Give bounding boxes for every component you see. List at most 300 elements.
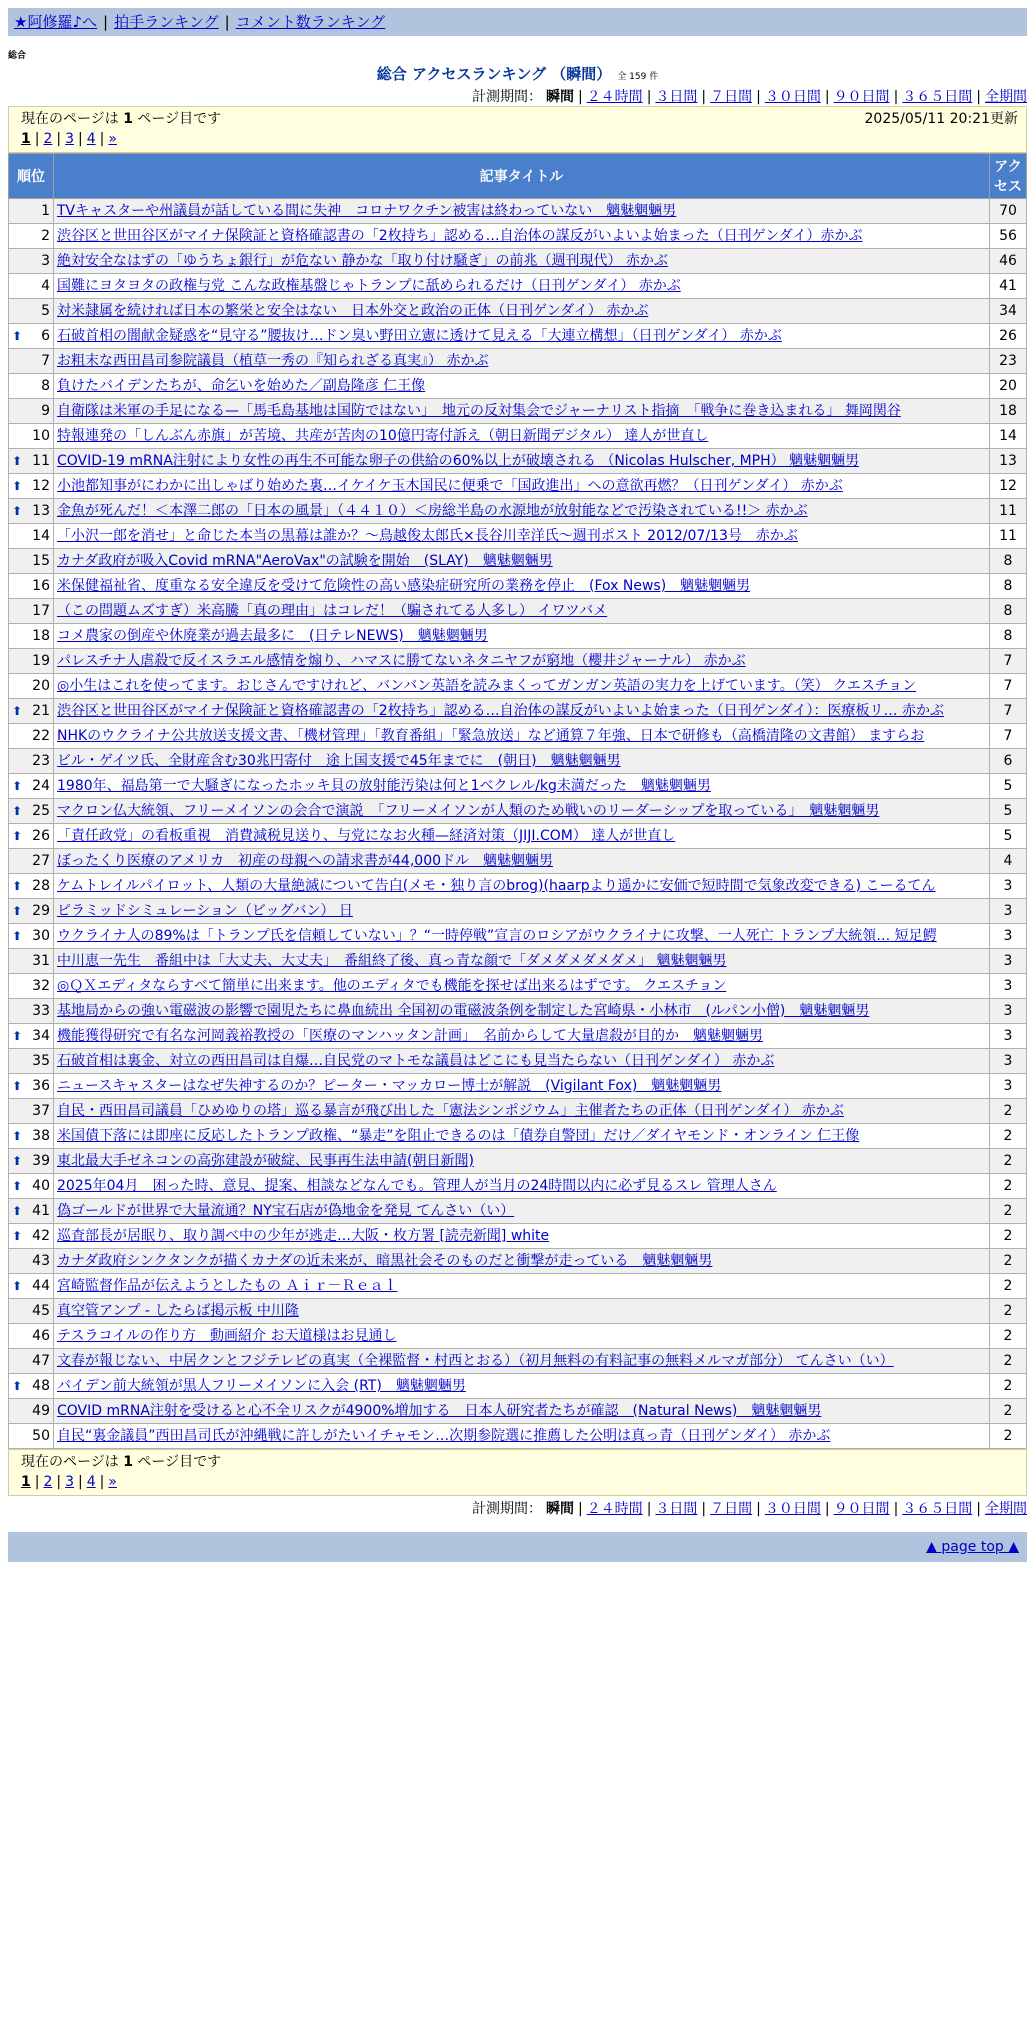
rank-number: 4 [41,278,50,294]
article-title-link[interactable]: 文春が報じない、中居クンとフジテレビの真実（全裸監督・村西とおる）（初月無料の有料記事の無料メルマガ部分） てんさい（い） [57,1353,894,1369]
rank-cell [9,724,54,749]
title-cell [54,1224,990,1249]
page-title: 総合 アクセスランキング （瞬間） [376,65,612,83]
rank-number: 36 [32,1078,50,1094]
period-separator: | [976,1501,981,1517]
rank-cell [9,424,54,449]
rank-cell [9,849,54,874]
rank-up-arrow-icon: ⬆ [12,929,23,943]
access-count: 20 [990,374,1027,399]
period-link[interactable]: ７日間 [710,89,753,105]
access-count: 2 [990,1199,1027,1224]
article-title-link[interactable]: ◎ＱＸエディタならすべて簡単に出来ます。他のエディタでも機能を探せば出来るはずです。 クエスチョン [57,978,727,994]
period-link[interactable]: ３０日間 [764,89,821,105]
table-row [9,499,1027,524]
table-row [9,449,1027,474]
rank-cell [9,549,54,574]
article-title-link[interactable]: 真空管アンプ - したらば掲示板 中川隆 [57,1303,299,1319]
applause-ranking-link[interactable]: 拍手ランキング [114,13,219,31]
table-row [9,1299,1027,1324]
access-count: 3 [990,999,1027,1024]
article-title-link[interactable]: 金魚が死んだ！＜本澤二郎の「日本の風景」（４４１０）＜房総半島の水源地が放射能などで汚染されている!!＞ 赤かぶ [57,503,808,519]
title-cell [54,1249,990,1274]
period-link[interactable]: ９０日間 [833,89,890,105]
table-row [9,1099,1027,1124]
table-row [9,1249,1027,1274]
rank-number: 13 [32,503,50,519]
asyura-home-link[interactable]: ★阿修羅♪へ [14,13,98,31]
title-cell [54,299,990,324]
rank-number: 34 [32,1028,50,1044]
access-count: 12 [990,474,1027,499]
article-title-link[interactable]: カナダ政府が吸入Covid mRNA"AeroVax"の試験を開始 (SLAY) 魑魅魍魎男 [57,553,553,569]
rank-number: 24 [32,778,50,794]
article-title-link[interactable]: 負けたバイデンたちが、命乞いを始めた／副島隆彦 仁王像 [57,378,426,394]
period-link[interactable]: ３６５日間 [902,1501,973,1517]
table-row [9,199,1027,224]
access-count: 3 [990,924,1027,949]
article-title-link[interactable]: ニュースキャスターはなぜ失神するのか？ピーター・マッカロー博士が解説 (Vigilant Fox) 魑魅魍魎男 [57,1078,722,1094]
access-count: 3 [990,949,1027,974]
article-title-link[interactable]: NHKのウクライナ公共放送支援文書、「機材管理」「教育番組」「緊急放送」など通算７年強、日本で研修も（高橋清隆の文書館） ますらお [57,728,925,744]
rank-up-arrow-icon: ⬆ [12,1079,23,1093]
rank-cell [9,974,54,999]
table-row [9,1149,1027,1174]
table-row [9,399,1027,424]
rank-cell [9,199,54,224]
title-cell [54,1324,990,1349]
table-row [9,1124,1027,1149]
rank-cell [9,1424,54,1449]
article-title-link[interactable]: 石破首相の闇献金疑惑を“見守る”腰抜け…ドン臭い野田立憲に透けて見える「大連立構想」（日刊ゲンダイ） 赤かぶ [57,328,782,344]
table-row [9,949,1027,974]
period-selector-top [8,88,1027,106]
title-cell [54,1049,990,1074]
article-title-link[interactable]: お粗末な西田昌司参院議員（植草一秀の『知られざる真実』） 赤かぶ [57,353,489,369]
page-top-link[interactable]: ▲ page top ▲ [926,1539,1019,1555]
rank-up-arrow-icon: ⬆ [12,829,23,843]
period-separator: | [701,1501,707,1517]
article-title-link[interactable]: 自民・西田昌司議員「ひめゆりの塔」巡る暴言が飛び出した「憲法シンポジウム」主催者たちの正体（日刊ゲンダイ） 赤かぶ [57,1103,844,1119]
total-count: 全 159 件 [617,72,659,82]
title-cell [54,749,990,774]
rank-number: 8 [41,378,50,394]
page-link[interactable]: 4 [86,1474,96,1490]
table-row [9,1224,1027,1249]
article-title-link[interactable]: ぼったくり医療のアメリカ 初産の母親への請求書が44,000ドル 魑魅魍魎男 [57,853,554,869]
rank-number: 23 [32,753,50,769]
page-number: 1 [123,111,133,127]
page-separator: | [78,1474,83,1490]
rank-up-arrow-icon: ⬆ [12,1154,23,1168]
page-link[interactable]: » [108,131,117,147]
table-row [9,474,1027,499]
access-count: 34 [990,299,1027,324]
article-title-link[interactable]: 中川恵一先生 番組中は「大丈夫、大丈夫」 番組終了後、真っ青な顔で「ダメダメダメダメ」 魑魅魍魎男 [57,953,727,969]
rank-number: 2 [41,228,50,244]
access-count: 2 [990,1249,1027,1274]
article-title-link[interactable]: 宮崎監督作品が伝えようとしたもの Ａｉｒ－Ｒｅａｌ [57,1278,398,1294]
table-row [9,874,1027,899]
table-row [9,1324,1027,1349]
rank-number: 40 [32,1178,50,1194]
rank-up-arrow-icon: ⬆ [12,504,23,518]
access-count: 2 [990,1224,1027,1249]
rank-cell [9,1349,54,1374]
table-row [9,999,1027,1024]
page-link[interactable]: » [108,1474,117,1490]
access-header: アクセス [990,154,1027,199]
table-row [9,849,1027,874]
access-count: 8 [990,549,1027,574]
title-cell [54,599,990,624]
rank-cell [9,1324,54,1349]
rank-cell [9,874,54,899]
period-separator: | [577,89,583,105]
title-cell [54,874,990,899]
pagination [21,129,1018,149]
title-cell [54,424,990,449]
title-cell [54,324,990,349]
period-link[interactable]: ２４時間 [586,1501,643,1517]
article-title-link[interactable]: COVID mRNA注射を受けると心不全リスクが4900%増加する 日本人研究者たちが確認 (Natural News) 魑魅魍魎男 [57,1403,822,1419]
title-header: 記事タイトル [54,154,990,199]
article-title-link[interactable]: 巡査部長が居眠り、取り調べ中の少年が逃走…大阪・枚方署 [読売新聞] white [57,1228,550,1244]
ranking-title-line [8,63,1027,84]
rank-up-arrow-icon: ⬆ [12,1129,23,1143]
page-current: 1 [21,1474,31,1490]
article-title-link[interactable]: ◎小生はこれを使ってます。おじさんですけれど、バンバン英語を読みまくってガンガン英語の実力を上げています。（笑） クエスチョン [57,678,917,694]
period-selector-bottom [8,1500,1027,1518]
period-separator: | [756,89,761,105]
rank-number: 25 [32,803,50,819]
table-row [9,674,1027,699]
nav-separator: | [103,13,109,31]
table-row [9,599,1027,624]
access-count: 3 [990,1049,1027,1074]
period-link[interactable]: ３日間 [655,1501,698,1517]
table-row [9,1174,1027,1199]
title-cell [54,1124,990,1149]
access-count: 18 [990,399,1027,424]
page-info-box-top [8,106,1027,153]
access-count: 7 [990,674,1027,699]
article-title-link[interactable]: 米国債下落には即座に反応したトランプ政権、“暴走”を阻止できるのは「債券自警団」だけ／ダイヤモンド・オンライン 仁王像 [57,1128,860,1144]
access-count: 2 [990,1324,1027,1349]
article-title-link[interactable]: テスラコイルの作り方 動画紹介 お天道様はお見通し [57,1328,397,1344]
access-count: 46 [990,249,1027,274]
access-count: 5 [990,824,1027,849]
article-title-link[interactable]: 偽ゴールドが世界で大量流通？NY宝石店が偽地金を発見 てんさい（い） [57,1203,515,1219]
article-title-link[interactable]: ビル・ゲイツ氏、全財産含む30兆円寄付 途上国支援で45年までに (朝日) 魑魅魍魎男 [57,753,621,769]
rank-cell [9,924,54,949]
title-cell [54,974,990,999]
rank-number: 41 [32,1203,50,1219]
access-count: 8 [990,574,1027,599]
title-cell [54,1299,990,1324]
rank-cell [9,999,54,1024]
article-title-link[interactable]: 米保健福祉省、度重なる安全違反を受けて危険性の高い感染症研究所の業務を停止 (Fox News) 魑魅魍魎男 [57,578,751,594]
rank-cell [9,349,54,374]
article-title-link[interactable]: 特報連発の「しんぶん赤旗」が苦境、共産が苦肉の10億円寄付訴え（朝日新聞デジタル） 達人が世直し [57,428,709,444]
access-count: 2 [990,1374,1027,1399]
rank-cell [9,774,54,799]
rank-up-arrow-icon: ⬆ [12,1379,23,1393]
title-cell [54,924,990,949]
page-separator: | [99,131,105,147]
article-title-link[interactable]: ピラミッドシミュレーション（ビッグバン） 日 [57,903,353,919]
period-separator: | [893,89,899,105]
rank-cell [9,1249,54,1274]
article-title-link[interactable]: 自衛隊は米軍の手足になる—「馬毛島基地は国防ではない」 地元の反対集会でジャーナリスト指摘 「戦争に巻き込まれる」 舞岡関谷 [57,403,901,419]
access-count: 8 [990,599,1027,624]
article-title-link[interactable]: 絶対安全なはずの「ゆうちょ銀行」が危ない 静かな「取り付け騒ぎ」の前兆（週刊現代） 赤かぶ [57,253,668,269]
bottom-bar [8,1532,1027,1562]
page-link[interactable]: 2 [43,1474,53,1490]
table-row [9,1374,1027,1399]
rank-number: 43 [32,1253,50,1269]
rank-number: 33 [32,1003,50,1019]
article-title-link[interactable]: マクロン仏大統領、フリーメイソンの会合で演説 「フリーメイソンが人類のため戦いのリーダーシップを取っている」 魑魅魍魎男 [57,803,880,819]
ranking-table [8,153,1027,1449]
table-row [9,424,1027,449]
access-count: 11 [990,524,1027,549]
period-separator: | [976,89,981,105]
title-cell [54,499,990,524]
article-title-link[interactable]: 1980年、福島第一で大騒ぎになったホッキ貝の放射能汚染は何と1ベクレル/kg未満だった 魑魅魍魎男 [57,778,711,794]
nav-separator: | [224,13,230,31]
title-cell [54,549,990,574]
article-title-link[interactable]: コメ農家の倒産や休廃業が過去最多に (日テレNEWS) 魑魅魍魎男 [57,628,488,644]
title-cell [54,1174,990,1199]
period-separator: | [756,1501,761,1517]
rank-cell [9,699,54,724]
rank-number: 16 [32,578,50,594]
article-title-link[interactable]: 基地局からの強い電磁波の影響で園児たちに鼻血続出 全国初の電磁波条例を制定した宮崎県・小林市 (ルパン小僧) 魑魅魍魎男 [57,1003,870,1019]
rank-number: 31 [32,953,50,969]
title-cell [54,1399,990,1424]
access-count: 41 [990,274,1027,299]
period-link[interactable]: ３０日間 [764,1501,821,1517]
rank-up-arrow-icon: ⬆ [12,779,23,793]
article-title-link[interactable]: 小池都知事がにわかに出しゃばり始めた裏…イケイケ玉木国民に便乗で「国政進出」への意欲再燃？（日刊ゲンダイ） 赤かぶ [57,478,843,494]
period-separator: | [893,1501,899,1517]
page-link[interactable]: 3 [65,131,75,147]
comment-ranking-link[interactable]: コメント数ランキング [235,13,386,31]
title-cell [54,1074,990,1099]
period-link[interactable]: ３６５日間 [902,89,973,105]
page-separator: | [34,1474,40,1490]
access-count: 2 [990,1124,1027,1149]
period-link[interactable]: 全期間 [985,89,1027,105]
rank-number: 48 [32,1378,50,1394]
title-cell [54,899,990,924]
access-count: 6 [990,749,1027,774]
title-cell [54,474,990,499]
rank-number: 19 [32,653,50,669]
article-title-link[interactable]: 「小沢一郎を消せ」と命じた本当の黒幕は誰か？～鳥越俊太郎氏×長谷川幸洋氏～週刊ポスト 2012/07/13号 赤かぶ [57,528,798,544]
access-count: 7 [990,649,1027,674]
article-title-link[interactable]: 渋谷区と世田谷区がマイナ保険証と資格確認書の「2枚持ち」認める…自治体の謀反がいよいよ始まった（日刊ゲンダイ）：医療板リ… 赤かぶ [57,703,944,719]
page-info-row [21,109,1018,129]
period-link[interactable]: ３日間 [655,89,698,105]
rank-cell [9,1074,54,1099]
rank-number: 42 [32,1228,50,1244]
rank-cell [9,224,54,249]
title-cell [54,274,990,299]
period-current: 瞬間 [545,89,574,105]
article-title-link[interactable]: ウクライナ人の89%は「トランプ氏を信頼していない」？“一時停戦”宣言のロシアがウクライナに攻撃、一人死亡 トランプ大統領… 短足鰐 [57,928,937,944]
rank-number: 12 [32,478,50,494]
title-cell [54,674,990,699]
rank-up-arrow-icon: ⬆ [12,879,23,893]
article-title-link[interactable]: TVキャスターや州議員が話している間に失神 コロナワクチン被害は終わっていない 魑魅魍魎男 [57,203,677,219]
title-cell [54,774,990,799]
rank-number: 46 [32,1328,50,1344]
title-cell [54,1199,990,1224]
page-link[interactable]: 4 [86,131,96,147]
article-title-link[interactable]: 対米隷属を続ければ日本の繁栄と安全はない 日本外交と政治の正体（日刊ゲンダイ） 赤かぶ [57,303,649,319]
rank-number: 6 [41,328,50,344]
period-link[interactable]: 全期間 [985,1501,1027,1517]
article-title-link[interactable]: パレスチナ人虐殺で反イスラエル感情を煽り、ハマスに勝てないネタニヤフが窮地（櫻井ジャーナル） 赤かぶ [57,653,746,669]
access-count: 5 [990,774,1027,799]
table-row [9,524,1027,549]
period-label: 計測期間： [471,89,542,105]
ranking-body [9,199,1027,1449]
rank-number: 47 [32,1353,50,1369]
rank-cell [9,1174,54,1199]
table-row [9,349,1027,374]
page-link[interactable]: 2 [43,131,53,147]
rank-number: 28 [32,878,50,894]
access-count: 4 [990,849,1027,874]
title-cell [54,799,990,824]
article-title-link[interactable]: ケムトレイルパイロット、人類の大量絶滅について告白(メモ・独り言のbrog)(haarpより遥かに安価で短時間で気象改変できる) こーるてん [57,878,936,894]
access-count: 2 [990,1299,1027,1324]
rank-number: 26 [32,828,50,844]
title-cell [54,1274,990,1299]
table-row [9,274,1027,299]
access-count: 2 [990,1399,1027,1424]
rank-cell [9,249,54,274]
table-row [9,1049,1027,1074]
article-title-link[interactable]: カナダ政府シンクタンクが描くカナダの近未来が、暗黒社会そのものだと衝撃が走っている 魑魅魍魎男 [57,1253,713,1269]
article-title-link[interactable]: バイデン前大統領が黒人フリーメイソンに入会 (RT) 魑魅魍魎男 [57,1378,466,1394]
article-title-link[interactable]: 石破首相は裏金、対立の西田昌司は自爆…自民党のマトモな議員はどこにも見当たらない（日刊ゲンダイ） 赤かぶ [57,1053,775,1069]
article-title-link[interactable]: （この問題ムズすぎ）米高騰「真の理由」はコレだ！（騙されてる人多し） イワツバメ [57,603,608,619]
access-count: 8 [990,624,1027,649]
table-row [9,1274,1027,1299]
rank-cell [9,499,54,524]
updated-timestamp: 2025/05/11 20:21更新 [864,111,1018,127]
period-link[interactable]: ２４時間 [586,89,643,105]
article-title-link[interactable]: COVID-19 mRNA注射により女性の再生不可能な卵子の供給の60%以上が破壊される （Nicolas Hulscher, MPH） 魑魅魍魎男 [57,453,860,469]
rank-number: 22 [32,728,50,744]
access-count: 26 [990,324,1027,349]
rank-cell [9,299,54,324]
rank-number: 5 [41,303,50,319]
rank-number: 14 [32,528,50,544]
current-page-text [21,109,221,129]
rank-cell [9,574,54,599]
title-cell [54,574,990,599]
rank-cell [9,324,54,349]
rank-number: 1 [41,203,50,219]
table-row [9,899,1027,924]
rank-cell [9,374,54,399]
article-title-link[interactable]: 東北最大手ゼネコンの高弥建設が破綻、民事再生法申請(朝日新聞) [57,1153,474,1169]
rank-number: 44 [32,1278,50,1294]
page-separator: | [56,1474,62,1490]
rank-cell [9,1274,54,1299]
table-row [9,1424,1027,1449]
period-link[interactable]: ９０日間 [833,1501,890,1517]
rank-header: 順位 [9,154,54,199]
title-cell [54,1099,990,1124]
page-link[interactable]: 3 [65,1474,75,1490]
page-info-row [21,1452,1018,1472]
access-count: 2 [990,1174,1027,1199]
period-label: 計測期間： [471,1501,542,1517]
rank-up-arrow-icon: ⬆ [12,1204,23,1218]
table-row [9,649,1027,674]
table-row [9,1199,1027,1224]
rank-number: 20 [32,678,50,694]
rank-cell [9,1099,54,1124]
rank-number: 18 [32,628,50,644]
rank-number: 39 [32,1153,50,1169]
article-title-link[interactable]: 渋谷区と世田谷区がマイナ保険証と資格確認書の「2枚持ち」認める…自治体の謀反がいよいよ始まった（日刊ゲンダイ）赤かぶ [57,228,863,244]
rank-cell [9,274,54,299]
period-link[interactable]: ７日間 [710,1501,753,1517]
title-cell [54,1149,990,1174]
rank-number: 45 [32,1303,50,1319]
title-cell [54,1374,990,1399]
article-title-link[interactable]: 2025年04月 困った時、意見、提案、相談などなんでも。管理人が当月の24時間以内に必ず見るスレ 管理人さん [57,1178,777,1194]
period-separator: | [577,1501,583,1517]
article-title-link[interactable]: 「責任政党」の看板重視 消費減税見送り、与党になお火種—経済対策（JIJI.COM） 達人が世直し [57,828,676,844]
rank-cell [9,524,54,549]
table-row [9,924,1027,949]
rank-cell [9,1024,54,1049]
table-row [9,749,1027,774]
title-cell [54,824,990,849]
rank-up-arrow-icon: ⬆ [12,704,23,718]
rank-number: 30 [32,928,50,944]
article-title-link[interactable]: 機能獲得研究で有名な河岡義裕教授の「医療のマンハッタン計画」 名前からして大量虐殺が目的か 魑魅魍魎男 [57,1028,764,1044]
table-row [9,1024,1027,1049]
title-cell [54,224,990,249]
article-title-link[interactable]: 自民“裏金議員”西田昌司氏が沖縄戦に許しがたいイチャモン…次期参院選に推薦した公明は真っ青（日刊ゲンダイ） 赤かぶ [57,1428,831,1444]
table-row [9,1349,1027,1374]
rank-cell [9,1124,54,1149]
title-cell [54,249,990,274]
rank-number: 27 [32,853,50,869]
rank-number: 17 [32,603,50,619]
rank-number: 35 [32,1053,50,1069]
access-count: 13 [990,449,1027,474]
article-title-link[interactable]: 国難にヨタヨタの政権与党 こんな政権基盤じゃトランプに舐められるだけ（日刊ゲンダイ） 赤かぶ [57,278,681,294]
table-row [9,1399,1027,1424]
rank-cell [9,1149,54,1174]
access-count: 56 [990,224,1027,249]
pagination [21,1472,1018,1492]
table-row [9,699,1027,724]
page-current: 1 [21,131,31,147]
table-row [9,824,1027,849]
current-page-text [21,1452,221,1472]
